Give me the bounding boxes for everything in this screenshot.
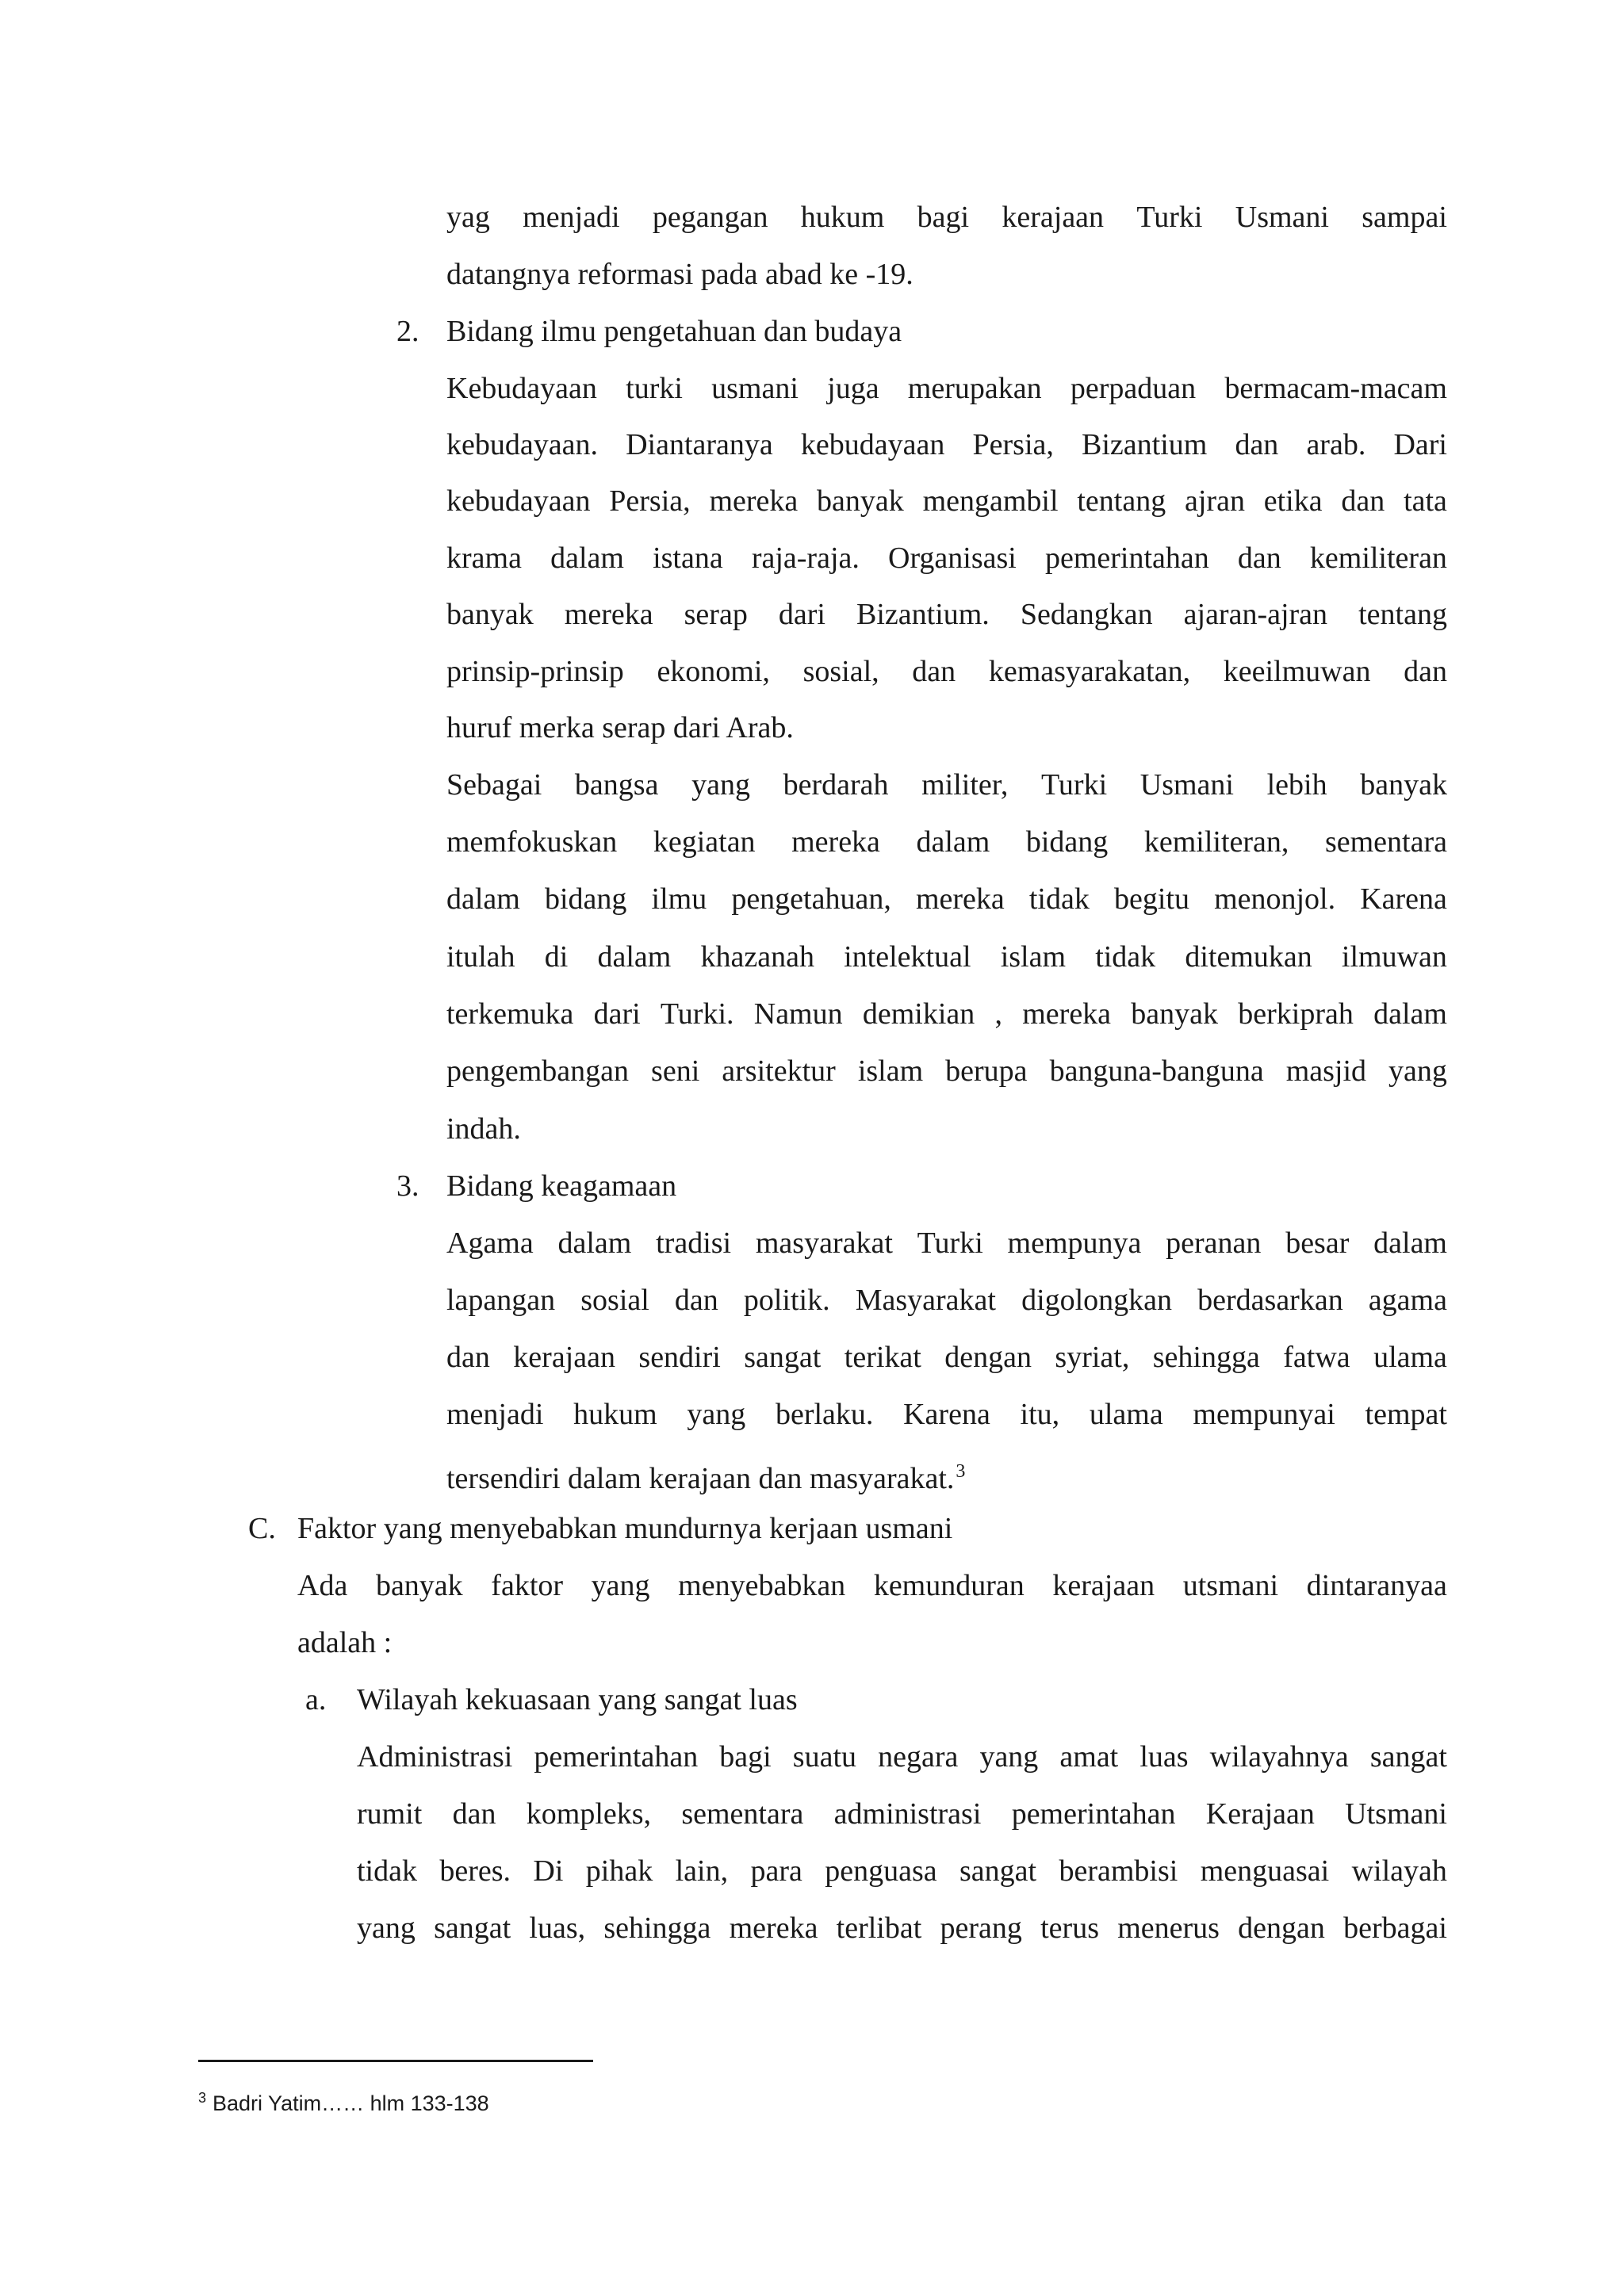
paragraph-line [446, 539, 1447, 577]
word: terus [1040, 1911, 1099, 1945]
word: rumit [357, 1797, 423, 1831]
word: dan [1235, 428, 1279, 461]
list-item-heading: Bidang keagamaan [446, 1169, 677, 1203]
word: berbagai [1343, 1911, 1447, 1945]
paragraph-line [446, 1052, 1447, 1090]
word: politik. [743, 1284, 830, 1317]
word: Bizantium [1082, 428, 1208, 461]
word: Persia, [972, 428, 1054, 461]
paragraph-line [446, 1395, 1447, 1433]
word: Sebagai [446, 768, 542, 802]
word: terikat [844, 1341, 921, 1374]
word: , [994, 997, 1002, 1031]
word: sementara [1324, 825, 1447, 859]
word: mereka [791, 825, 880, 859]
word: berupa [945, 1054, 1028, 1088]
word: sehingga [603, 1911, 711, 1945]
word: tentang [1358, 598, 1447, 631]
word: usmani [711, 372, 799, 405]
word: Persia, [609, 484, 691, 518]
word: Diantaranya [626, 428, 773, 461]
word: ilmu [651, 882, 707, 916]
word: hukum [573, 1398, 657, 1431]
footnote-text: Badri Yatim…… hlm 133-138 [213, 2091, 489, 2115]
word: Administrasi [357, 1740, 513, 1774]
word: sangat [434, 1911, 511, 1945]
word: dan [1341, 484, 1385, 518]
paragraph-line [446, 1338, 1447, 1376]
word: kegiatan [653, 825, 756, 859]
paragraph-line [446, 369, 1447, 408]
word: yag [446, 201, 490, 234]
paragraph-line [446, 426, 1447, 464]
word: dan [1404, 655, 1447, 688]
word: kemiliteran, [1143, 825, 1289, 859]
word: sangat [744, 1341, 822, 1374]
paragraph-line [446, 595, 1447, 633]
word: masyarakat [755, 1226, 893, 1260]
list-number: 2. [396, 315, 419, 348]
word: fatwa [1283, 1341, 1350, 1374]
paragraph-line [446, 995, 1447, 1033]
word: berkiprah [1238, 997, 1354, 1031]
word: Sedangkan [1020, 598, 1153, 631]
word: Usmani [1139, 768, 1234, 802]
word: pihak [585, 1854, 653, 1888]
word: sendiri [638, 1341, 721, 1374]
word: banyak [817, 484, 904, 518]
word: faktor [491, 1569, 564, 1602]
word: menjadi [446, 1398, 544, 1431]
word: kerajaan [1002, 201, 1105, 234]
word: Karena [1360, 882, 1447, 916]
word: tentang [1077, 484, 1166, 518]
word: amat [1059, 1740, 1119, 1774]
word: penguasa [825, 1854, 937, 1888]
paragraph-line [357, 1738, 1447, 1776]
word: kemasyarakatan, [988, 655, 1191, 688]
footnote-separator [198, 2060, 593, 2062]
sub-item-letter: a. [305, 1683, 327, 1716]
word: dalam [557, 1226, 632, 1260]
word: berambisi [1059, 1854, 1178, 1888]
paragraph-line: huruf merka serap dari Arab. [446, 711, 794, 744]
word: utsmani [1182, 1569, 1279, 1602]
word: dintaranyaa [1306, 1569, 1447, 1602]
word: agama [1368, 1284, 1447, 1317]
word: Ada [297, 1569, 348, 1602]
word: sementara [681, 1797, 804, 1831]
word: Turki [917, 1226, 983, 1260]
sub-item-heading: Wilayah kekuasaan yang sangat luas [357, 1683, 798, 1716]
word: sangat [959, 1854, 1037, 1888]
list-number: 3. [396, 1169, 419, 1203]
word: menguasai [1200, 1854, 1330, 1888]
word: luas [1139, 1740, 1189, 1774]
word: menyebabkan [678, 1569, 846, 1602]
word: kebudayaan. [446, 428, 598, 461]
word: Namun [753, 997, 843, 1031]
paragraph-line [357, 1852, 1447, 1890]
item1-tail-line: datangnya reformasi pada abad ke -19. [446, 258, 914, 291]
list-item-heading: Bidang ilmu pengetahuan dan budaya [446, 315, 902, 348]
word: digolongkan [1021, 1284, 1173, 1317]
word: pemerintahan [1044, 541, 1209, 575]
word: dalam [1373, 997, 1447, 1031]
word: berlaku. [775, 1398, 874, 1431]
paragraph-line: indah. [446, 1112, 521, 1146]
word: menerus [1117, 1911, 1220, 1945]
paragraph-line [446, 823, 1447, 861]
word: Di [533, 1854, 564, 1888]
word: mereka [709, 484, 799, 518]
word: demikian [862, 997, 975, 1031]
word: Turki [1136, 201, 1203, 234]
word: itulah [446, 940, 515, 974]
word: memfokuskan [446, 825, 618, 859]
word: Masyarakat [855, 1284, 996, 1317]
word: banyak [446, 598, 534, 631]
word: yang [979, 1740, 1039, 1774]
word: dan [446, 1341, 490, 1374]
word: dari [593, 997, 641, 1031]
word: krama [446, 541, 522, 575]
word: bermacam-macam [1224, 372, 1447, 405]
section-heading: Faktor yang menyebabkan mundurnya kerjaan usmani [297, 1512, 953, 1545]
word: wilayah [1351, 1854, 1447, 1888]
word: tempat [1365, 1398, 1447, 1431]
word: kebudayaan [800, 428, 945, 461]
word: Karena [903, 1398, 990, 1431]
word: syriat, [1055, 1341, 1130, 1374]
word: yang [1388, 1054, 1447, 1088]
word: luas, [529, 1911, 586, 1945]
word: kerajaan [1052, 1569, 1155, 1602]
word: kompleks, [526, 1797, 652, 1831]
word: pengetahuan, [731, 882, 891, 916]
word: mereka [729, 1911, 818, 1945]
footnote-number: 3 [198, 2090, 207, 2106]
word: banyak [1131, 997, 1219, 1031]
footnote-reference[interactable]: 3 [956, 1461, 966, 1482]
word: perang [940, 1911, 1022, 1945]
word: ajran [1185, 484, 1245, 518]
word: terkemuka [446, 997, 574, 1031]
word: Usmani [1235, 201, 1329, 234]
word: bidang [544, 882, 627, 916]
word: kebudayaan [446, 484, 591, 518]
word: yang [357, 1911, 416, 1945]
word: mengambil [922, 484, 1059, 518]
word: pemerintahan [1011, 1797, 1176, 1831]
word: dari [778, 598, 825, 631]
paragraph-line [446, 1224, 1447, 1262]
word: bagi [719, 1740, 772, 1774]
word: Turki [1041, 768, 1108, 802]
word: islam [1000, 940, 1067, 974]
word: sosial [580, 1284, 649, 1317]
word: perpaduan [1070, 372, 1197, 405]
word: beres. [439, 1854, 511, 1888]
word: banguna-banguna [1049, 1054, 1264, 1088]
word: etika [1263, 484, 1323, 518]
word: militer, [921, 768, 1009, 802]
word: sosial, [802, 655, 879, 688]
word: mereka [564, 598, 653, 631]
word: lain, [675, 1854, 729, 1888]
word: dalam [550, 541, 624, 575]
item1-tail-line [446, 198, 1447, 236]
word: dalam [597, 940, 672, 974]
word: khazanah [700, 940, 814, 974]
paragraph-line [446, 938, 1447, 976]
word: menjadi [523, 201, 620, 234]
word: berdasarkan [1197, 1284, 1343, 1317]
word: sehingga [1152, 1341, 1260, 1374]
word: Agama [446, 1226, 534, 1260]
word: kemunduran [873, 1569, 1025, 1602]
word: seni [651, 1054, 700, 1088]
word: dan [674, 1284, 718, 1317]
word: Dari [1393, 428, 1447, 461]
word: dengan [1238, 1911, 1325, 1945]
word: Kebudayaan [446, 372, 597, 405]
paragraph-line [446, 880, 1447, 918]
word: ulama [1089, 1398, 1163, 1431]
word: serap [684, 598, 748, 631]
word: banyak [375, 1569, 463, 1602]
section-intro-line: adalah : [297, 1626, 393, 1659]
word: tidak [357, 1854, 417, 1888]
word: banyak [1360, 768, 1447, 802]
word: begitu [1113, 882, 1189, 916]
word: masjid [1285, 1054, 1367, 1088]
paragraph-line [357, 1909, 1447, 1947]
word: dengan [944, 1341, 1032, 1374]
paragraph-line [446, 766, 1447, 804]
word: ditemukan [1185, 940, 1312, 974]
word: bangsa [574, 768, 659, 802]
word: kerajaan [513, 1341, 615, 1374]
word: intelektual [844, 940, 971, 974]
word: bagi [917, 201, 970, 234]
footnote [198, 2084, 489, 2118]
word: para [750, 1854, 802, 1888]
word: pengembangan [446, 1054, 630, 1088]
word: administrasi [833, 1797, 982, 1831]
word: berdarah [783, 768, 889, 802]
section-letter: C. [248, 1512, 276, 1545]
word: ekonomi, [657, 655, 770, 688]
word: di [544, 940, 569, 974]
word: itu, [1020, 1398, 1060, 1431]
word: istana [653, 541, 723, 575]
word: mempunyai [1193, 1398, 1335, 1431]
word: hukum [800, 201, 885, 234]
word: Bizantium. [856, 598, 990, 631]
word: lebih [1266, 768, 1327, 802]
word: dan [912, 655, 956, 688]
paragraph-line [357, 1795, 1447, 1833]
word: tidak [1095, 940, 1156, 974]
paragraph-text: tersendiri dalam kerajaan dan masyarakat. [446, 1462, 955, 1495]
word: yang [591, 1569, 650, 1602]
word: islam [857, 1054, 924, 1088]
word: juga [827, 372, 879, 405]
word: arab. [1306, 428, 1366, 461]
paragraph-line [446, 652, 1447, 691]
word: terlibat [836, 1911, 922, 1945]
word: pemerintahan [534, 1740, 699, 1774]
word: negara [878, 1740, 959, 1774]
word: Kerajaan [1205, 1797, 1315, 1831]
word: ulama [1373, 1341, 1447, 1374]
word: Organisasi [888, 541, 1017, 575]
word: mempunya [1007, 1226, 1142, 1260]
word: lapangan [446, 1284, 556, 1317]
word: sampai [1362, 201, 1447, 234]
word: kemiliteran [1309, 541, 1447, 575]
word: tata [1404, 484, 1447, 518]
word: mereka [1022, 997, 1112, 1031]
word: wilayahnya [1209, 1740, 1349, 1774]
word: Utsmani [1345, 1797, 1447, 1831]
word: ajaran-ajran [1183, 598, 1328, 631]
word: mereka [915, 882, 1005, 916]
word: dan [1237, 541, 1281, 575]
word: merupakan [907, 372, 1042, 405]
word: besar [1285, 1226, 1350, 1260]
word: tradisi [656, 1226, 732, 1260]
section-intro-line [297, 1567, 1447, 1605]
word: tidak [1028, 882, 1090, 916]
word: suatu [792, 1740, 857, 1774]
word: bidang [1025, 825, 1109, 859]
word: yang [691, 768, 750, 802]
word: dan [452, 1797, 496, 1831]
word: dalam [916, 825, 990, 859]
word: turki [626, 372, 683, 405]
word: ilmuwan [1341, 940, 1447, 974]
word: Turki. [660, 997, 734, 1031]
word: arsitektur [722, 1054, 836, 1088]
word: peranan [1166, 1226, 1262, 1260]
paragraph-line [446, 482, 1447, 520]
word: menonjol. [1214, 882, 1336, 916]
word: prinsip-prinsip [446, 655, 624, 688]
word: sangat [1369, 1740, 1447, 1774]
word: dalam [1373, 1226, 1447, 1260]
word: keeilmuwan [1223, 655, 1371, 688]
word: yang [687, 1398, 746, 1431]
paragraph-line [446, 1452, 966, 1495]
paragraph-line [446, 1281, 1447, 1319]
word: pegangan [652, 201, 768, 234]
word: dalam [446, 882, 520, 916]
word: raja-raja. [751, 541, 860, 575]
